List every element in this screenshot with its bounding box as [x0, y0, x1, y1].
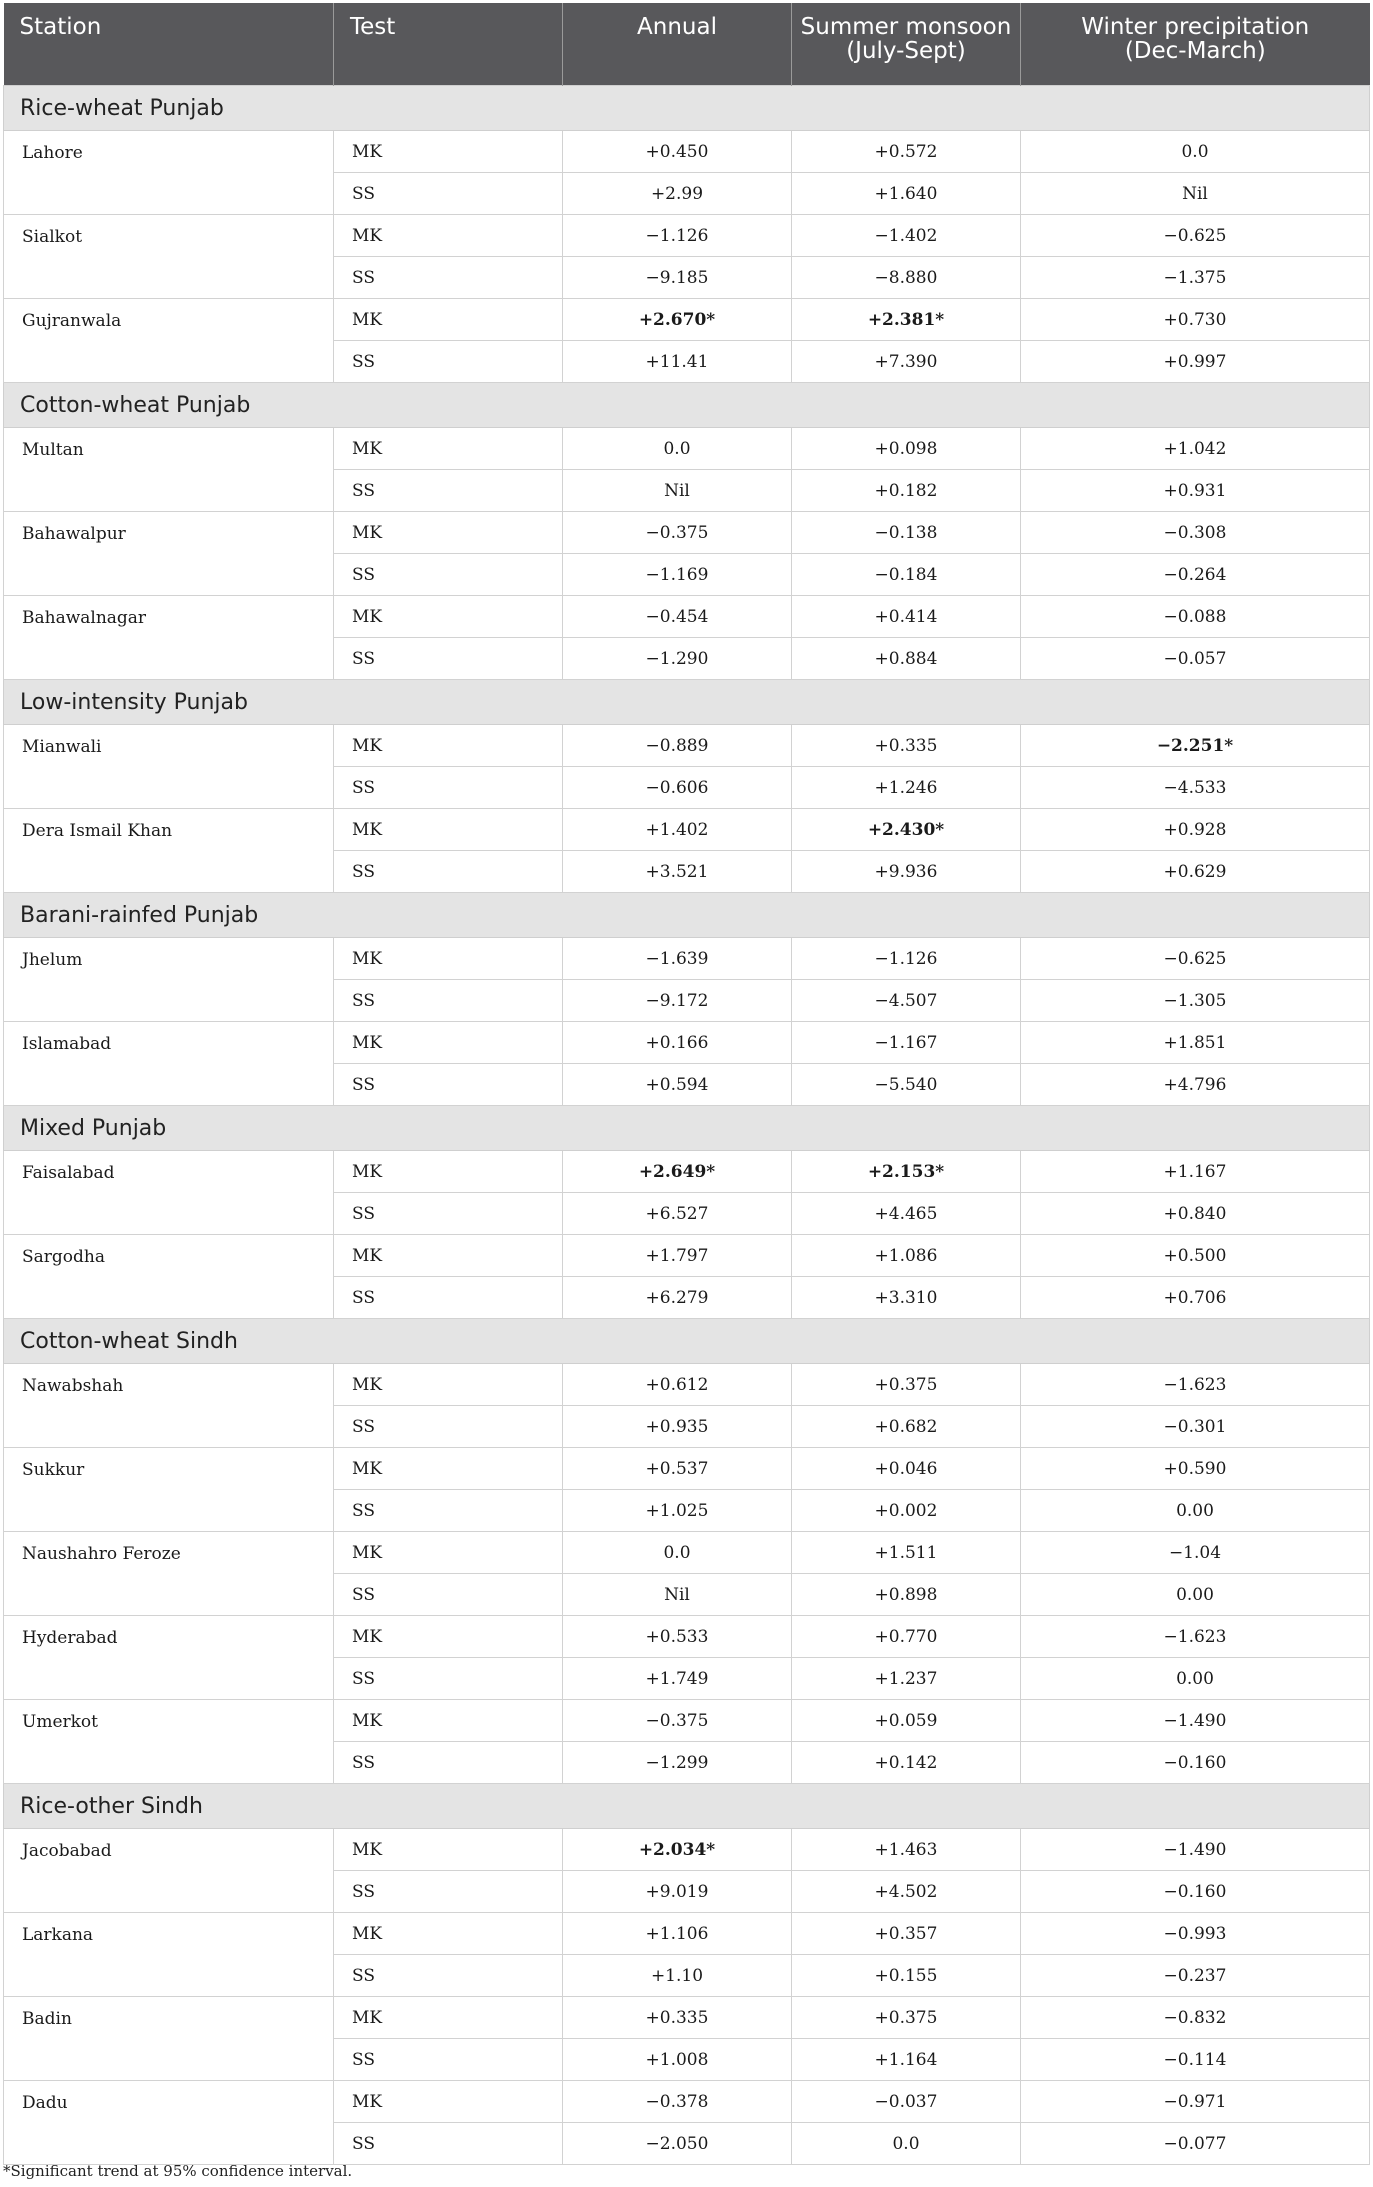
annual-value: −0.889: [563, 725, 792, 767]
annual-value: +6.527: [563, 1193, 792, 1235]
summer-monsoon-value: −5.540: [792, 1064, 1021, 1106]
winter-precipitation-value: −1.305: [1021, 980, 1370, 1022]
summer-monsoon-value: +0.002: [792, 1490, 1021, 1532]
test-name: SS: [334, 2039, 563, 2081]
test-name: SS: [334, 173, 563, 215]
summer-monsoon-value: +0.142: [792, 1742, 1021, 1784]
annual-value: +11.41: [563, 341, 792, 383]
winter-precipitation-value: Nil: [1021, 173, 1370, 215]
winter-precipitation-value: −0.832: [1021, 1997, 1370, 2039]
annual-value: +0.533: [563, 1616, 792, 1658]
winter-precipitation-value: +1.042: [1021, 428, 1370, 470]
summer-monsoon-value: −0.138: [792, 512, 1021, 554]
group-label: Rice-other Sindh: [4, 1784, 1370, 1829]
header-annual: Annual: [563, 3, 792, 86]
summer-monsoon-value: +0.357: [792, 1913, 1021, 1955]
annual-value: −0.606: [563, 767, 792, 809]
test-name: SS: [334, 1406, 563, 1448]
station-name: Badin: [4, 1997, 334, 2081]
annual-value: +1.008: [563, 2039, 792, 2081]
annual-value: +2.670*: [563, 299, 792, 341]
test-name: MK: [334, 1532, 563, 1574]
summer-monsoon-value: +0.884: [792, 638, 1021, 680]
annual-value: +0.166: [563, 1022, 792, 1064]
summer-monsoon-value: +0.182: [792, 470, 1021, 512]
winter-precipitation-value: +4.796: [1021, 1064, 1370, 1106]
annual-value: −1.126: [563, 215, 792, 257]
station-name: Gujranwala: [4, 299, 334, 383]
summer-monsoon-value: +4.502: [792, 1871, 1021, 1913]
table-row: [4, 1532, 1370, 1574]
table-row: [4, 1448, 1370, 1490]
winter-precipitation-value: −4.533: [1021, 767, 1370, 809]
winter-precipitation-value: −0.301: [1021, 1406, 1370, 1448]
summer-monsoon-value: +7.390: [792, 341, 1021, 383]
annual-value: −1.290: [563, 638, 792, 680]
test-name: SS: [334, 554, 563, 596]
test-name: MK: [334, 2081, 563, 2123]
test-name: SS: [334, 851, 563, 893]
test-name: SS: [334, 1193, 563, 1235]
summer-monsoon-value: +0.046: [792, 1448, 1021, 1490]
table-row: [4, 1829, 1370, 1871]
summer-monsoon-value: +1.511: [792, 1532, 1021, 1574]
annual-value: −1.639: [563, 938, 792, 980]
table-row: [4, 596, 1370, 638]
group-row: [4, 893, 1370, 938]
group-label: Mixed Punjab: [4, 1106, 1370, 1151]
test-name: SS: [334, 1277, 563, 1319]
winter-precipitation-value: +0.931: [1021, 470, 1370, 512]
annual-value: +6.279: [563, 1277, 792, 1319]
annual-value: Nil: [563, 1574, 792, 1616]
annual-value: −1.299: [563, 1742, 792, 1784]
group-label: Rice-wheat Punjab: [4, 86, 1370, 131]
summer-monsoon-value: +0.770: [792, 1616, 1021, 1658]
summer-monsoon-value: +0.414: [792, 596, 1021, 638]
test-name: SS: [334, 1064, 563, 1106]
header-winter-precipitation: [1021, 3, 1370, 86]
header-winter-line1: Winter precipitation: [1081, 14, 1310, 40]
winter-precipitation-value: +0.730: [1021, 299, 1370, 341]
annual-value: +1.106: [563, 1913, 792, 1955]
table-row: [4, 1913, 1370, 1955]
winter-precipitation-value: +0.928: [1021, 809, 1370, 851]
table-header: [4, 3, 1370, 86]
winter-precipitation-value: −0.625: [1021, 938, 1370, 980]
test-name: MK: [334, 299, 563, 341]
header-station: Station: [4, 3, 334, 86]
test-name: SS: [334, 341, 563, 383]
station-name: Jacobabad: [4, 1829, 334, 1913]
test-name: SS: [334, 1871, 563, 1913]
winter-precipitation-value: −0.057: [1021, 638, 1370, 680]
summer-monsoon-value: +0.098: [792, 428, 1021, 470]
station-name: Bahawalpur: [4, 512, 334, 596]
winter-precipitation-value: −1.623: [1021, 1616, 1370, 1658]
summer-monsoon-value: +0.375: [792, 1997, 1021, 2039]
annual-value: +1.749: [563, 1658, 792, 1700]
table-row: [4, 1235, 1370, 1277]
summer-monsoon-value: +0.059: [792, 1700, 1021, 1742]
group-label: Barani-rainfed Punjab: [4, 893, 1370, 938]
test-name: SS: [334, 767, 563, 809]
annual-value: +3.521: [563, 851, 792, 893]
winter-precipitation-value: −0.264: [1021, 554, 1370, 596]
winter-precipitation-value: +0.997: [1021, 341, 1370, 383]
annual-value: +2.99: [563, 173, 792, 215]
annual-value: +1.797: [563, 1235, 792, 1277]
summer-monsoon-value: −1.402: [792, 215, 1021, 257]
test-name: SS: [334, 1490, 563, 1532]
header-summer-line2: (July-Sept): [846, 38, 966, 64]
annual-value: Nil: [563, 470, 792, 512]
test-name: MK: [334, 938, 563, 980]
winter-precipitation-value: −1.490: [1021, 1829, 1370, 1871]
group-label: Low-intensity Punjab: [4, 680, 1370, 725]
annual-value: −0.454: [563, 596, 792, 638]
station-name: Sukkur: [4, 1448, 334, 1532]
winter-precipitation-value: −0.971: [1021, 2081, 1370, 2123]
group-row: [4, 680, 1370, 725]
test-name: MK: [334, 725, 563, 767]
summer-monsoon-value: +0.572: [792, 131, 1021, 173]
winter-precipitation-value: −2.251*: [1021, 725, 1370, 767]
table-row: [4, 809, 1370, 851]
group-label: Cotton-wheat Sindh: [4, 1319, 1370, 1364]
station-name: Umerkot: [4, 1700, 334, 1784]
winter-precipitation-value: −0.993: [1021, 1913, 1370, 1955]
winter-precipitation-value: −1.490: [1021, 1700, 1370, 1742]
test-name: MK: [334, 1616, 563, 1658]
station-name: Sialkot: [4, 215, 334, 299]
winter-precipitation-value: −1.375: [1021, 257, 1370, 299]
summer-monsoon-value: +0.335: [792, 725, 1021, 767]
trend-test-table: [3, 3, 1370, 2165]
station-name: Jhelum: [4, 938, 334, 1022]
header-winter-line2: (Dec-March): [1124, 38, 1266, 64]
table-row: [4, 2081, 1370, 2123]
table-row: [4, 131, 1370, 173]
annual-value: +0.612: [563, 1364, 792, 1406]
test-name: SS: [334, 1658, 563, 1700]
station-name: Larkana: [4, 1913, 334, 1997]
station-name: Dera Ismail Khan: [4, 809, 334, 893]
summer-monsoon-value: +1.463: [792, 1829, 1021, 1871]
summer-monsoon-value: −0.184: [792, 554, 1021, 596]
group-row: [4, 383, 1370, 428]
test-name: MK: [334, 1448, 563, 1490]
test-name: MK: [334, 1997, 563, 2039]
winter-precipitation-value: +0.840: [1021, 1193, 1370, 1235]
annual-value: +2.649*: [563, 1151, 792, 1193]
winter-precipitation-value: +0.629: [1021, 851, 1370, 893]
summer-monsoon-value: −0.037: [792, 2081, 1021, 2123]
summer-monsoon-value: +0.155: [792, 1955, 1021, 1997]
station-name: Mianwali: [4, 725, 334, 809]
summer-monsoon-value: +2.430*: [792, 809, 1021, 851]
summer-monsoon-value: +3.310: [792, 1277, 1021, 1319]
annual-value: −9.172: [563, 980, 792, 1022]
winter-precipitation-value: −0.088: [1021, 596, 1370, 638]
summer-monsoon-value: +2.153*: [792, 1151, 1021, 1193]
station-name: Lahore: [4, 131, 334, 215]
test-name: SS: [334, 1574, 563, 1616]
annual-value: +2.034*: [563, 1829, 792, 1871]
group-row: [4, 1106, 1370, 1151]
summer-monsoon-value: −8.880: [792, 257, 1021, 299]
summer-monsoon-value: −1.126: [792, 938, 1021, 980]
winter-precipitation-value: −0.114: [1021, 2039, 1370, 2081]
station-name: Nawabshah: [4, 1364, 334, 1448]
test-name: MK: [334, 131, 563, 173]
winter-precipitation-value: −0.160: [1021, 1742, 1370, 1784]
annual-value: 0.0: [563, 428, 792, 470]
table-row: [4, 1151, 1370, 1193]
test-name: MK: [334, 1700, 563, 1742]
winter-precipitation-value: 0.0: [1021, 131, 1370, 173]
test-name: MK: [334, 1151, 563, 1193]
test-name: SS: [334, 980, 563, 1022]
station-name: Hyderabad: [4, 1616, 334, 1700]
test-name: MK: [334, 1364, 563, 1406]
table-body: [4, 86, 1370, 2165]
table-row: [4, 1022, 1370, 1064]
test-name: SS: [334, 1742, 563, 1784]
winter-precipitation-value: −0.237: [1021, 1955, 1370, 1997]
test-name: MK: [334, 809, 563, 851]
station-name: Faisalabad: [4, 1151, 334, 1235]
table-row: [4, 938, 1370, 980]
winter-precipitation-value: −1.623: [1021, 1364, 1370, 1406]
table-row: [4, 1700, 1370, 1742]
annual-value: −9.185: [563, 257, 792, 299]
test-name: MK: [334, 215, 563, 257]
footnote: *Significant trend at 95% confidence interval.: [3, 2162, 353, 2180]
station-name: Bahawalnagar: [4, 596, 334, 680]
winter-precipitation-value: −0.077: [1021, 2123, 1370, 2165]
test-name: SS: [334, 470, 563, 512]
winter-precipitation-value: −1.04: [1021, 1532, 1370, 1574]
test-name: SS: [334, 1955, 563, 1997]
table-row: [4, 1997, 1370, 2039]
table-row: [4, 299, 1370, 341]
station-name: Dadu: [4, 2081, 334, 2165]
winter-precipitation-value: 0.00: [1021, 1658, 1370, 1700]
test-name: SS: [334, 638, 563, 680]
summer-monsoon-value: −4.507: [792, 980, 1021, 1022]
annual-value: +0.935: [563, 1406, 792, 1448]
group-label: Cotton-wheat Punjab: [4, 383, 1370, 428]
summer-monsoon-value: +2.381*: [792, 299, 1021, 341]
winter-precipitation-value: +1.167: [1021, 1151, 1370, 1193]
station-name: Islamabad: [4, 1022, 334, 1106]
table-row: [4, 215, 1370, 257]
test-name: SS: [334, 2123, 563, 2165]
winter-precipitation-value: +0.706: [1021, 1277, 1370, 1319]
group-row: [4, 86, 1370, 131]
summer-monsoon-value: +1.164: [792, 2039, 1021, 2081]
test-name: MK: [334, 1022, 563, 1064]
summer-monsoon-value: +1.640: [792, 173, 1021, 215]
test-name: SS: [334, 257, 563, 299]
table-row: [4, 725, 1370, 767]
table-row: [4, 1616, 1370, 1658]
summer-monsoon-value: +0.898: [792, 1574, 1021, 1616]
station-name: Sargodha: [4, 1235, 334, 1319]
test-name: MK: [334, 1829, 563, 1871]
test-name: MK: [334, 512, 563, 554]
summer-monsoon-value: 0.0: [792, 2123, 1021, 2165]
table-row: [4, 512, 1370, 554]
summer-monsoon-value: +9.936: [792, 851, 1021, 893]
winter-precipitation-value: −0.308: [1021, 512, 1370, 554]
table-row: [4, 428, 1370, 470]
station-name: Multan: [4, 428, 334, 512]
annual-value: −0.375: [563, 512, 792, 554]
summer-monsoon-value: +1.086: [792, 1235, 1021, 1277]
header-summer-line1: Summer monsoon: [800, 14, 1012, 40]
annual-value: −2.050: [563, 2123, 792, 2165]
summer-monsoon-value: +1.246: [792, 767, 1021, 809]
group-row: [4, 1319, 1370, 1364]
annual-value: +0.335: [563, 1997, 792, 2039]
test-name: MK: [334, 428, 563, 470]
test-name: MK: [334, 1235, 563, 1277]
annual-value: −0.378: [563, 2081, 792, 2123]
winter-precipitation-value: 0.00: [1021, 1574, 1370, 1616]
annual-value: +0.594: [563, 1064, 792, 1106]
annual-value: +1.402: [563, 809, 792, 851]
winter-precipitation-value: 0.00: [1021, 1490, 1370, 1532]
annual-value: 0.0: [563, 1532, 792, 1574]
annual-value: −1.169: [563, 554, 792, 596]
header-test: Test: [334, 3, 563, 86]
table-row: [4, 1364, 1370, 1406]
summer-monsoon-value: +1.237: [792, 1658, 1021, 1700]
annual-value: +1.025: [563, 1490, 792, 1532]
summer-monsoon-value: +4.465: [792, 1193, 1021, 1235]
annual-value: +0.450: [563, 131, 792, 173]
winter-precipitation-value: +0.590: [1021, 1448, 1370, 1490]
winter-precipitation-value: −0.625: [1021, 215, 1370, 257]
test-name: MK: [334, 1913, 563, 1955]
station-name: Naushahro Feroze: [4, 1532, 334, 1616]
summer-monsoon-value: −1.167: [792, 1022, 1021, 1064]
group-row: [4, 1784, 1370, 1829]
annual-value: +0.537: [563, 1448, 792, 1490]
summer-monsoon-value: +0.682: [792, 1406, 1021, 1448]
annual-value: −0.375: [563, 1700, 792, 1742]
winter-precipitation-value: +1.851: [1021, 1022, 1370, 1064]
annual-value: +9.019: [563, 1871, 792, 1913]
test-name: MK: [334, 596, 563, 638]
header-summer-monsoon: [792, 3, 1021, 86]
winter-precipitation-value: +0.500: [1021, 1235, 1370, 1277]
annual-value: +1.10: [563, 1955, 792, 1997]
winter-precipitation-value: −0.160: [1021, 1871, 1370, 1913]
summer-monsoon-value: +0.375: [792, 1364, 1021, 1406]
